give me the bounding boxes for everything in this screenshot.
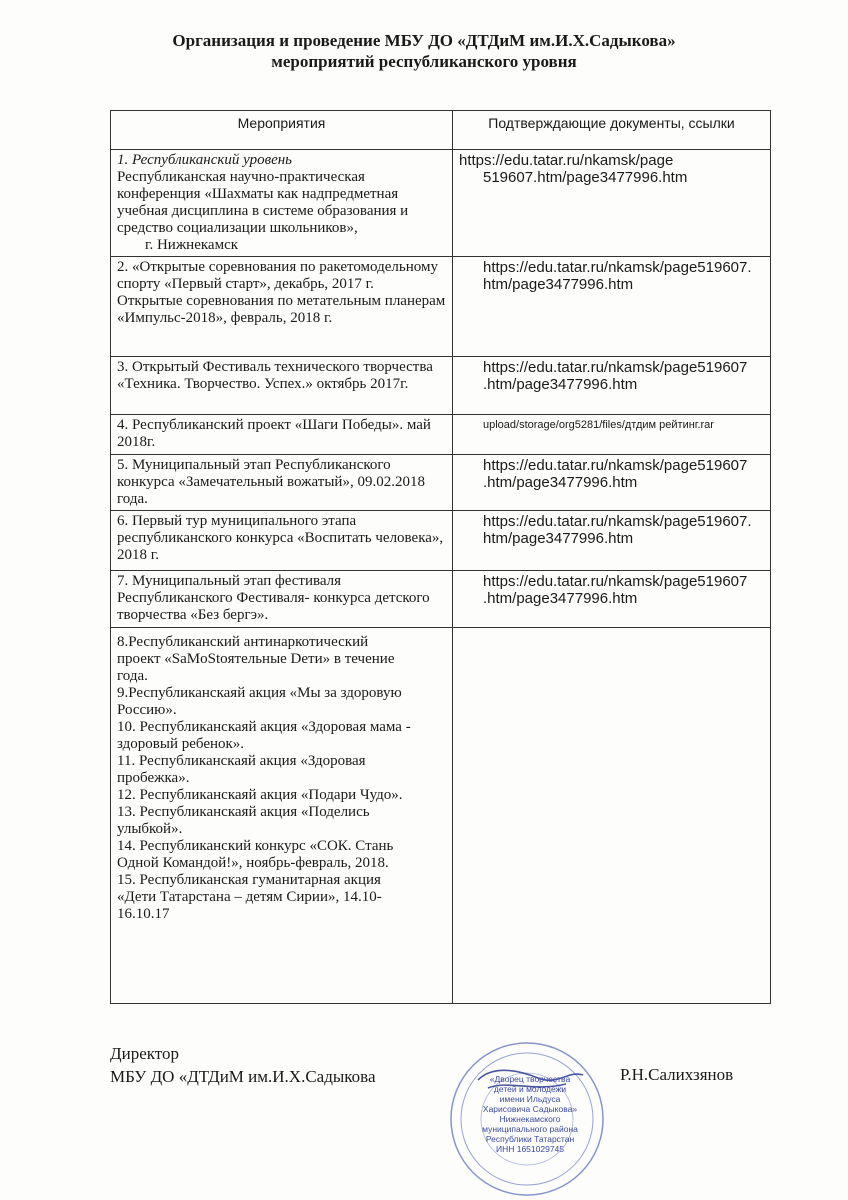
events-table	[110, 110, 771, 1004]
table-row	[111, 628, 771, 1004]
table-row	[111, 455, 771, 511]
director-name: Р.Н.Салихзянов	[620, 1065, 734, 1084]
event-line: 15. Республиканская гуманитарная акция «Дети Татарстана – детям Сирии», 14.10-16.10.17	[117, 872, 382, 922]
document-link[interactable]: .htm/page3477996.htm	[483, 590, 638, 607]
event-line: 14. Республиканский конкурс «СОК. Стань Одной Командой!», ноябрь-февраль, 2018.	[117, 838, 394, 871]
table-row	[111, 571, 771, 628]
event-line: 8.Республиканский антинаркотический проект «SaMoStoятельные Dети» в течение года.	[117, 634, 395, 684]
event-line: г. Нижнекамск	[145, 237, 239, 253]
stamp-text: «Дворец творчества детей и молодежи имени Ильдуса Харисовича Садыкова» Нижнекамского муниципального района Республики Татарстан ИНН 1651029745	[482, 1074, 578, 1154]
document-link[interactable]: https://edu.tatar.ru/nkamsk/page519607.	[483, 513, 752, 530]
event-line: Открытые соревнования по метательным планерам «Импульс-2018», февраль, 2018 г.	[117, 293, 446, 326]
signature-org: МБУ ДО «ДТДиМ им.И.Х.Садыкова	[110, 1067, 376, 1086]
event-cell	[111, 571, 453, 628]
document-title	[0, 30, 848, 72]
document-link[interactable]: https://edu.tatar.ru/nkamsk/page519607	[483, 359, 748, 376]
event-cell	[111, 511, 453, 571]
document-link[interactable]: htm/page3477996.htm	[483, 530, 634, 547]
event-cell	[111, 257, 453, 357]
document-link[interactable]: upload/storage/org5281/files/дтдим рейтинг.rar	[483, 419, 714, 431]
event-cell	[111, 628, 453, 1004]
event-cell	[111, 415, 453, 455]
event-line: 11. Республиканскаяй акция «Здоровая пробежка».	[117, 753, 366, 786]
document-link-cell	[453, 511, 771, 571]
document-link[interactable]: https://edu.tatar.ru/nkamsk/page519607	[483, 573, 748, 590]
document-link[interactable]: .htm/page3477996.htm	[483, 376, 638, 393]
document-link-cell	[453, 415, 771, 455]
title-line-2: мероприятий республиканского уровня	[271, 52, 577, 71]
event-cell	[111, 150, 453, 257]
document-link-cell	[453, 150, 771, 257]
event-line: 1. Республиканский уровень	[117, 152, 293, 168]
table-row	[111, 150, 771, 257]
event-cell	[111, 357, 453, 415]
table-row	[111, 511, 771, 571]
document-link[interactable]: .htm/page3477996.htm	[483, 474, 638, 491]
document-link[interactable]: https://edu.tatar.ru/nkamsk/page	[459, 152, 674, 169]
event-line: 9.Республиканскаяй акция «Мы за здоровую Россию».	[117, 685, 402, 718]
document-link-cell	[453, 357, 771, 415]
event-line: 5. Муниципальный этап Республиканского конкурса «Замечательный вожатый», 09.02.2018 года.	[117, 457, 425, 507]
event-line: Республиканская научно-практическая конференция «Шахматы как надпредметная учебная дисциплина в системе образования и средство социализации школьников»,	[117, 169, 409, 236]
signature-block	[110, 1042, 376, 1088]
table-header-row	[111, 111, 771, 150]
header-events: Мероприятия	[111, 111, 453, 150]
event-line: 13. Республиканскаяй акция «Поделись улыбкой».	[117, 804, 370, 837]
event-line: 2. «Открытые соревнования по ракетомодельному спорту «Первый старт», декабрь, 2017 г.	[117, 259, 438, 292]
document-link-cell	[453, 455, 771, 511]
event-cell	[111, 455, 453, 511]
document-link-cell	[453, 571, 771, 628]
event-line: 7. Муниципальный этап фестиваля Республиканского Фестиваля- конкурса детского творчества «Без бергэ».	[117, 573, 430, 623]
event-line: 6. Первый тур муниципального этапа республиканского конкурса «Воспитать человека», 2018 г.	[117, 513, 444, 563]
document-link[interactable]: 519607.htm/page3477996.htm	[483, 169, 688, 186]
document-link[interactable]: https://edu.tatar.ru/nkamsk/page519607	[483, 457, 748, 474]
table-row	[111, 357, 771, 415]
event-line: 10. Республиканскаяй акция «Здоровая мама - здоровый ребенок».	[117, 719, 411, 752]
document-link-cell-empty	[453, 628, 771, 1004]
signature-role: Директор	[110, 1044, 179, 1063]
document-link[interactable]: https://edu.tatar.ru/nkamsk/page519607.	[483, 259, 752, 276]
table-row	[111, 257, 771, 357]
document-link[interactable]: htm/page3477996.htm	[483, 276, 634, 293]
header-documents: Подтверждающие документы, ссылки	[453, 111, 771, 150]
title-line-1: Организация и проведение МБУ ДО «ДТДиМ им.И.Х.Садыкова»	[172, 31, 676, 50]
event-line: 12. Республиканскаяй акция «Подари Чудо».	[117, 787, 403, 803]
event-line: 3. Открытый Фестиваль технического творчества «Техника. Творчество. Успех.» октябрь 2017г.	[117, 359, 433, 392]
document-link-cell	[453, 257, 771, 357]
table-row	[111, 415, 771, 455]
event-line: 4. Республиканский проект «Шаги Победы». май 2018г.	[117, 417, 431, 450]
